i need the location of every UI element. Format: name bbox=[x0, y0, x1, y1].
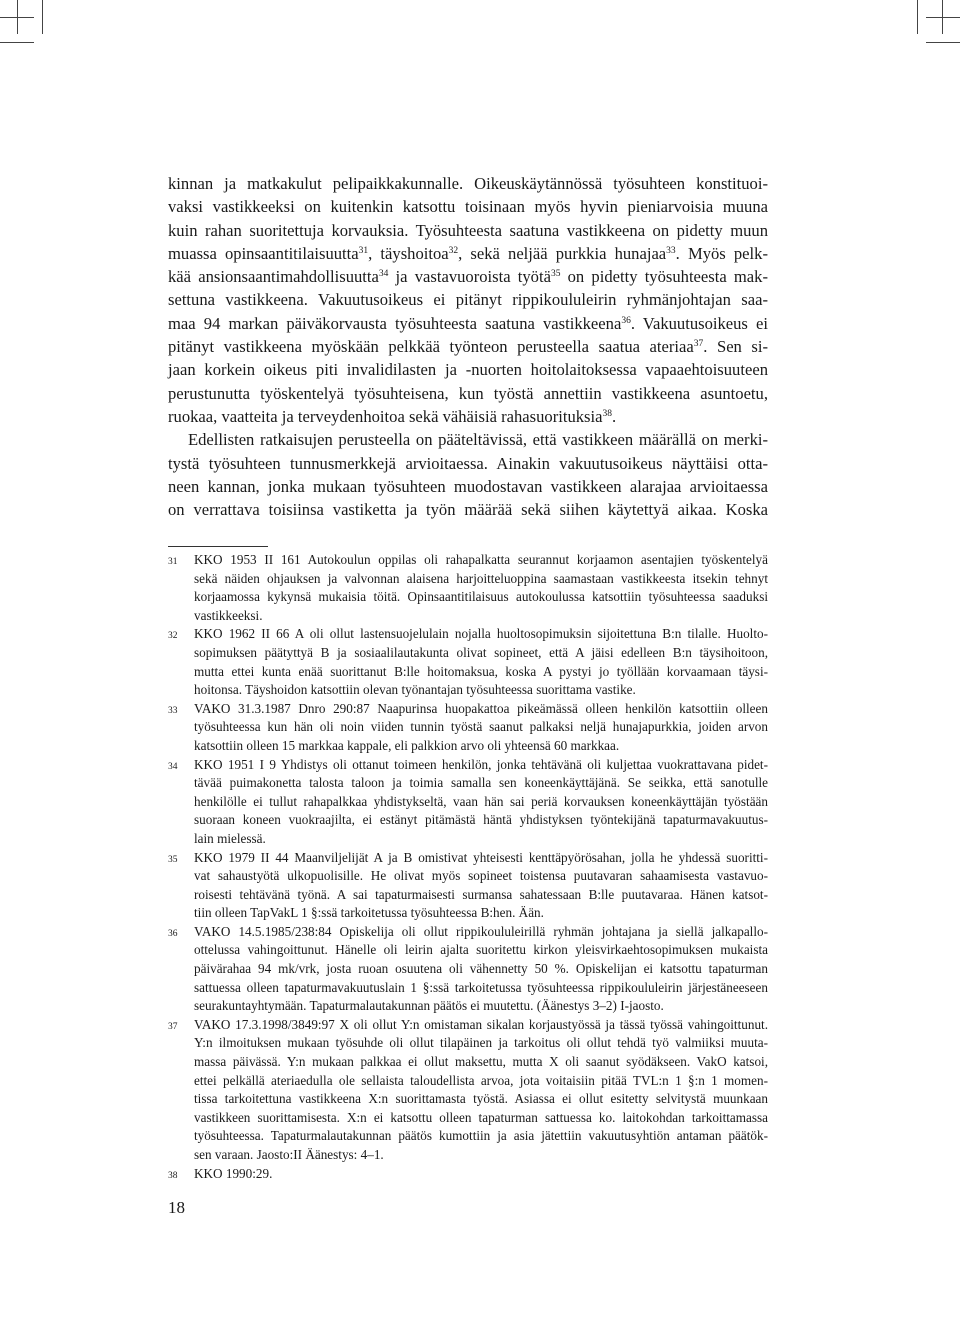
body-line: neen kannan, jonka mukaan työsuhteen muodostavan vastikkeen alarajaa arvioitaessa bbox=[168, 476, 768, 496]
body-line: vaksi vastikkeeksi on kuitenkin katsottu toisinaan myös hyvin pieniarvoisia muuna bbox=[168, 197, 768, 217]
footnote-ref[interactable]: 37 bbox=[693, 339, 704, 350]
footnote-line: VAKO 31.3.1987 Dnro 290:87 Naapurinsa huopakattoa pikeämässä olleen henkilön katsottiin olleen bbox=[194, 700, 768, 716]
footnote-separator bbox=[168, 546, 268, 547]
body-line: jaan korkein oikeus piti invalidilasten ja -nuorten hoitolaitoksessa vapaaehtoisuuteen bbox=[168, 360, 768, 380]
footnote-line: VAKO 14.5.1985/238:84 Opiskelija oli ollut rippikoululeirillä ryhmän johtajana ja siellä jalkapallo- bbox=[194, 923, 768, 939]
footnote-ref[interactable]: 31 bbox=[358, 245, 369, 256]
crop-mark-top-left-h2 bbox=[0, 42, 34, 43]
footnote-line: tissa tarkoitettuna vastikkeena X:n suorittamasta työstä. Asiassa ei ollut esitetty selvitystä muunkaan bbox=[194, 1091, 768, 1107]
footnote-ref[interactable]: 35 bbox=[550, 269, 561, 280]
footnote-number: 33 bbox=[168, 705, 178, 716]
body-line: kuin rahan suoritettuja korvauksia. Työsuhteesta saatuna vastikkeena on pidetty muun bbox=[168, 220, 768, 240]
footnote-line: KKO 1979 II 44 Maanviljelijät A ja B omistivat yhteisesti kenttäpyörösahan, jolla he yhdessä suoritti- bbox=[194, 849, 768, 865]
body-line: tystä työsuhteen tunnusmerkkejä arvioitaessa. Ainakin vakuutusoikeus näyttäisi otta- bbox=[168, 453, 768, 473]
footnote-line: KKO 1953 II 161 Autokoulun oppilas oli rahapalkatta seurannut korjaamon asentajien työskentelyä bbox=[194, 552, 768, 567]
footnote-line: tävää puimakonetta talosta taloon ja toimia samalla sen koneenkäyttäjänä. Se seikka, että sanotulle bbox=[194, 775, 768, 791]
footnote-line: korjaamossa kykynsä mukaisia töitä. Opinsaantitilaisuus autokoulussa katsottiin työsuhteessa saaduksi bbox=[194, 589, 768, 605]
footnote-line: ottelussa vahingoittunut. Hänelle oli leirin ajalta suoritettu kirkon yleisvirkaehtosopimuksen mukaista bbox=[194, 942, 768, 958]
footnote-ref[interactable]: 36 bbox=[621, 315, 631, 326]
footnote-line: VAKO 17.3.1998/3849:97 X oli ollut Y:n omistaman sikalan korjaustyössä ja tässä työssä vahingoittunut. bbox=[194, 1016, 768, 1032]
footnote-line: sattuessa olleen tapaturmavakuutuslain 1 §:ssä tarkoitetussa työsuhteessa rippikoululeirin järjestäneeseen bbox=[194, 979, 768, 995]
body-line: Edellisten ratkaisujen perusteella on pääteltävissä, että vastikkeen määrällä on merki- bbox=[188, 430, 768, 450]
body-line: maa 94 markan päiväkorvausta työsuhteesta saatuna vastikkeena$^{36}$. Vakuutusoikeus ei bbox=[168, 313, 768, 333]
footnote-35 bbox=[168, 849, 768, 923]
body-line: kää ansionsaantimahdollisuutta$^{34}$ ja vastavuoroista työtä$^{35}$ on pidetty työsuhteesta mak- bbox=[168, 267, 768, 287]
footnote-line: katsottiin olleen 15 markkaa kappale, eli palkkion arvo oli yhteensä 60 markkaa. bbox=[194, 737, 620, 753]
footnote-line: roisesti tehtävänä työnä. A sai tapaturmaisesti surmansa sahatessaan B:lle puutavaraa. Hänen katsot- bbox=[194, 886, 768, 902]
footnote-line: KKO 1962 II 66 A oli ollut lastensuojelulain nojalla huoltosopimuksin sijoitettuna B:n tilalle. Huolto- bbox=[194, 626, 768, 642]
footnote-number: 35 bbox=[168, 854, 178, 865]
footnote-ref[interactable]: 38 bbox=[602, 408, 612, 419]
footnote-line: mutta ettei kunta enää suorittanut B:lle hoitomaksua, koska A pystyi jo työllään korvaamaan täysi- bbox=[194, 663, 768, 679]
footnote-line: massa päivässä. Y:n mukaan palkkaa ei ollut maksettu, mutta X oli saanut syödäkseen. VakO katsoi, bbox=[194, 1054, 768, 1070]
footnote-number: 37 bbox=[168, 1021, 178, 1032]
page-number: 18 bbox=[168, 1198, 185, 1217]
footnote-line: hoitonsa. Täyshoidon katsottiin olevan työnantajan työsuhteessa suorittama vastike. bbox=[194, 682, 636, 698]
footnote-line: tiin olleen TapVakL 1 §:ssä tarkoitetussa työsuhteessa B:hen. Ään. bbox=[194, 905, 544, 921]
crop-mark-top-right-h bbox=[926, 17, 960, 18]
footnote-line: vat sahaustyötä ulkopuolisille. He olivat myös sopineet toistensa puutavaran sahaamisesta vastavuo- bbox=[194, 868, 768, 884]
body-line: pitänyt vastikkeena myöskään pelkkää työnteon perusteella saatua ateriaa$^{37}$. Sen si- bbox=[168, 337, 769, 357]
footnote-number: 38 bbox=[168, 1170, 178, 1181]
footnote-38 bbox=[168, 1165, 768, 1184]
body-line: kinnan ja matkakulut pelipaikkakunnalle. Oikeuskäytännössä työsuhteen konstituoi- bbox=[168, 174, 768, 193]
footnote-line: lain mielessä. bbox=[194, 830, 266, 846]
footnote-line: päivärahaa 94 mk/vrk, josta ruoan osuutena oli vähennetty 50 %. Opiskelijan ei katsottu tapaturman bbox=[194, 961, 768, 977]
footnote-line: sen varaan. Jaosto:II Äänestys: 4–1. bbox=[194, 1147, 384, 1162]
footnote-37 bbox=[168, 1016, 768, 1165]
footnote-line: työsuhteessa kun hän oli noin viiden tunnin työstä saanut palkaksi neljä hunajapurkkia, joiden arvon bbox=[194, 719, 768, 735]
crop-mark-top-right-v bbox=[917, 0, 918, 34]
crop-mark-top-left-v2 bbox=[42, 0, 43, 34]
body-line: ruokaa, vaatteita ja terveydenhoitoa sekä vähäisiä rahasuorituksia$^{38}$. bbox=[168, 406, 617, 426]
footnote-line: KKO 1951 I 9 Yhdistys oli ottanut toimeen henkilön, jonka tehtävänä oli kuljettaa vuokrattavana pidet- bbox=[194, 756, 768, 772]
body-line: on verrattava toisiinsa vastiketta ja työn määrää sekä siihen käytettyä aikaa. Koska bbox=[168, 500, 768, 520]
footnote-line: työsuhteessa. Tapaturmalautakunnan päätös kumottiin ja asia jätettiin vakuutusyhtiön antaman päätök- bbox=[194, 1128, 768, 1144]
footnote-line: suoraan koneen vuokraajilta, ei estänyt pitämästä häntä yhdistyksen työntekijänä tapaturmavakuutus- bbox=[194, 812, 768, 828]
footnote-31 bbox=[168, 551, 768, 625]
footnote-line: sopimuksen päätyttyä B ja sosiaalilautakunta olivat sopineet, että A jäisi edelleen B:n täysihoitoon, bbox=[194, 644, 768, 660]
footnote-line: Y:n ilmoituksen mukaan työsuhde oli ollut tilapäinen ja tarkoitus oli ollut tehdä työ valmiiksi muuta- bbox=[194, 1035, 768, 1051]
footnote-number: 34 bbox=[168, 761, 178, 772]
footnote-34 bbox=[168, 756, 768, 849]
body-line: settuna vastikkeena. Vakuutusoikeus ei pitänyt rippikoululeirin ryhmänjohtajan saa- bbox=[168, 290, 768, 310]
footnote-32 bbox=[168, 625, 768, 699]
footnote-ref[interactable]: 34 bbox=[378, 269, 389, 280]
footnote-number: 36 bbox=[168, 928, 178, 939]
body-line: perustunutta työskentelyä työsuhteisena, kun työstä annettiin vastikkeena asuntoetu, bbox=[168, 383, 768, 403]
footnote-ref[interactable]: 33 bbox=[666, 245, 676, 256]
footnote-line: seurakuntayhtymään. Tapaturmalautakunnan päätös ei muutettu. (Äänestys 3–2) I-jaosto. bbox=[194, 998, 664, 1014]
body-line: muassa opinsaantitilaisuutta$^{31}$, täyshoitoa$^{32}$, sekä neljää purkkia hunajaa$^{33}$. Myös pelk- bbox=[168, 243, 768, 263]
footnote-line: vastikkeen suorittamisesta. X:n ei katsottu olleen tapaturman sattuessa ko. laitokohdan tarkoittamassa bbox=[194, 1109, 768, 1125]
crop-mark-top-right-h2 bbox=[926, 42, 960, 43]
footnote-line: vastikkeeksi. bbox=[194, 607, 263, 623]
footnote-line: sekä näiden ohjauksen ja valvonnan alaisena harjoitteluoppina saamastaan vastikkeesta itsekin tehnyt bbox=[194, 570, 768, 586]
crop-mark-top-left-h bbox=[0, 17, 34, 18]
footnotes bbox=[168, 551, 768, 1183]
footnote-line: ettei pelkällä ateriaedulla ole sellaista taloudellista arvoa, jota voitaisiin pitää TVL:n 1 §:n 1 momen- bbox=[194, 1072, 768, 1088]
footnote-line: KKO 1990:29. bbox=[194, 1165, 273, 1181]
footnote-36 bbox=[168, 923, 768, 1016]
body-text bbox=[168, 172, 768, 521]
footnote-ref[interactable]: 32 bbox=[448, 245, 459, 256]
footnote-number: 31 bbox=[168, 557, 178, 567]
footnote-33 bbox=[168, 700, 768, 756]
footnote-line: henkilölle ei tullut rahapalkkaa yhdistykseltä, vaan hän sai periä korvauksen koneenkäyttäjän työstään bbox=[194, 793, 768, 809]
footnote-number: 32 bbox=[168, 631, 178, 642]
crop-mark-top-right-v2 bbox=[942, 0, 943, 34]
